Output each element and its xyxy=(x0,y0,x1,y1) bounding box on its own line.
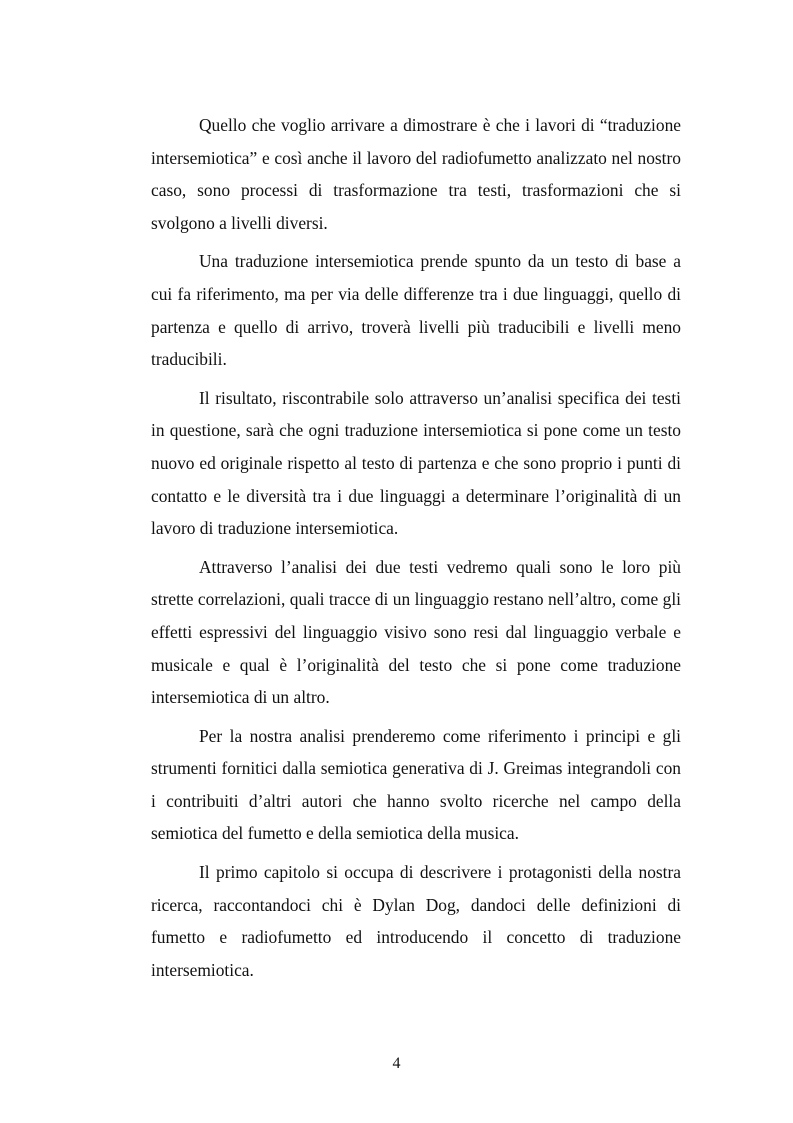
body-text xyxy=(151,109,681,992)
paragraph-6: Il primo capitolo si occupa di descrivere i protagonisti della nostra ricerca, raccontandoci chi è Dylan Dog, dandoci delle definizioni di fumetto e radiofumetto ed introducendo il concetto di traduzione intersemiotica. xyxy=(151,862,681,980)
paragraph-1: Quello che voglio arrivare a dimostrare è che i lavori di “traduzione intersemiotica” e così anche il lavoro del radiofumetto analizzato nel nostro caso, sono processi di trasformazione tra testi, trasformazioni che si svolgono a livelli diversi. xyxy=(151,115,681,233)
page-number: 4 xyxy=(392,1055,401,1072)
paragraph-2: Una traduzione intersemiotica prende spunto da un testo di base a cui fa riferimento, ma per via delle differenze tra i due linguaggi, quello di partenza e quello di arrivo, troverà livelli più traducibili e livelli meno traducibili. xyxy=(151,251,681,370)
paragraph-5: Per la nostra analisi prenderemo come riferimento i principi e gli strumenti fornitici dalla semiotica generativa di J. Greimas integrandoli con i contribuiti d’altri autori che hanno svolto ricerche nel campo della semiotica del fumetto e della semiotica della musica. xyxy=(151,725,681,844)
paragraph-4: Attraverso l’analisi dei due testi vedremo quali sono le loro più strette correlazioni, quali tracce di un linguaggio restano nell’altro, come gli effetti espressivi del linguaggio visivo sono resi dal linguaggio verbale e musicale e qual è l’originalità del testo che si pone come traduzione intersemiotica di un altro. xyxy=(151,556,681,708)
paragraph-3: Il risultato, riscontrabile solo attraverso un’analisi specifica dei testi in questione, sarà che ogni traduzione intersemiotica si pone come un testo nuovo ed originale rispetto al testo di partenza e che sono proprio i punti di contatto e le diversità tra i due linguaggi a determinare l’originalità di un lavoro di traduzione intersemiotica. xyxy=(151,387,681,539)
